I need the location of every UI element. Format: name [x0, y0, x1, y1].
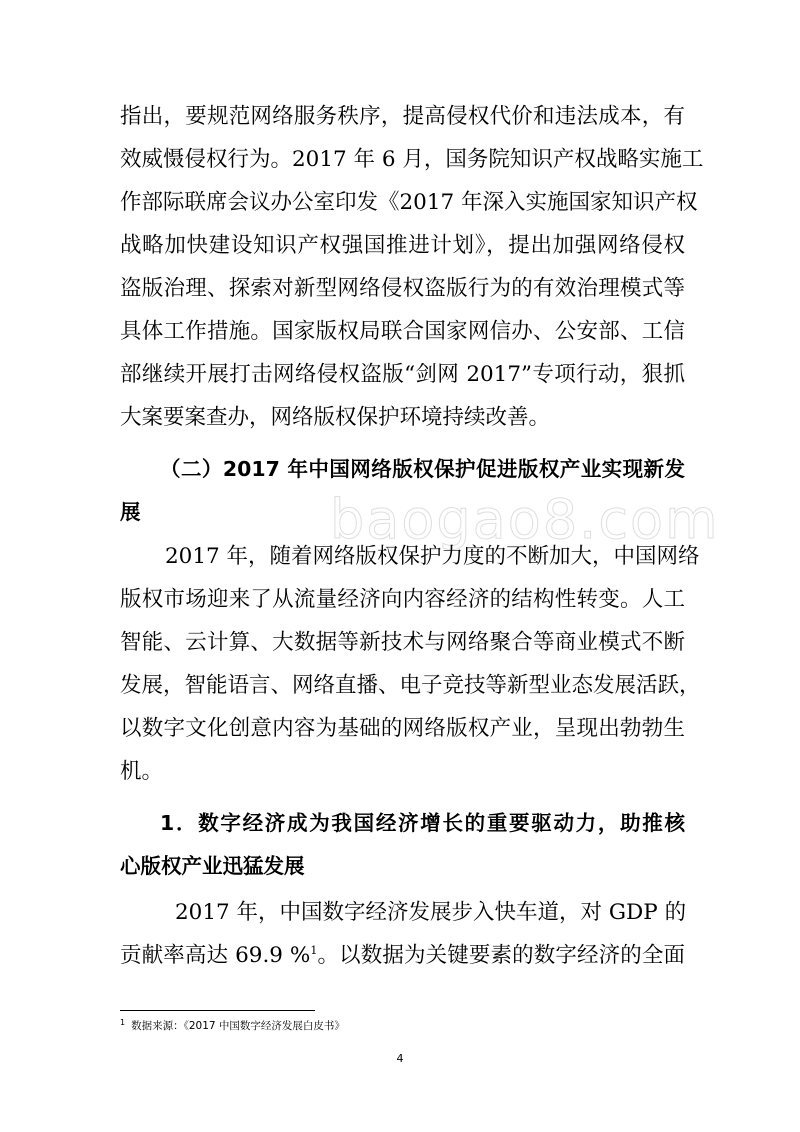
paragraph-line: 2017 年，随着网络版权保护力度的不断加大，中国网络: [165, 544, 700, 569]
page-number: 4: [396, 1052, 404, 1065]
subsection-heading: 心版权产业迅猛发展: [120, 854, 305, 878]
paragraph-line: 发展，智能语言、网络直播、电子竞技等新型业态发展活跃，: [120, 673, 701, 698]
paragraph-line: 机。: [120, 759, 164, 784]
footnote-marker: 1: [120, 1017, 126, 1027]
section-heading: （二）2017 年中国网络版权保护促进版权产业实现新发: [160, 457, 685, 481]
paragraph-text: 。以数据为关键要素的数字经济的全面: [317, 943, 685, 968]
paragraph-text: 贡献率高达 69.9 %: [120, 943, 311, 968]
paragraph-line: 大案要案查办，网络版权保护环境持续改善。: [120, 405, 551, 430]
paragraph-line: 智能、云计算、大数据等新技术与网络聚合等商业模式不断: [120, 630, 685, 655]
paragraph-line: 2017 年，中国数字经济发展步入快车道，对 GDP 的: [175, 900, 687, 925]
section-heading: 展: [120, 500, 141, 524]
paragraph-line: 指出，要规范网络服务秩序，提高侵权代价和违法成本，有: [120, 104, 685, 129]
paragraph-line: 作部际联席会议办公室印发《2017 年深入实施国家知识产权: [120, 190, 698, 215]
paragraph-line: 版权市场迎来了从流量经济向内容经济的结构性转变。人工: [120, 587, 685, 612]
paragraph-line: 以数字文化创意内容为基础的网络版权产业，呈现出勃勃生: [120, 716, 685, 741]
footnote-text: 数据来源：《2017 中国数字经济发展白皮书》: [131, 1020, 345, 1032]
footnote-separator: [120, 1010, 315, 1011]
paragraph-line: 战略加快建设知识产权强国推进计划》，提出加强网络侵权: [120, 233, 685, 258]
paragraph-line: [120, 936, 685, 976]
paragraph-line: 部继续开展打击网络侵权盗版“剑网 2017”专项行动，狠抓: [120, 362, 685, 387]
subsection-heading: 1．数字经济成为我国经济增长的重要驱动力，助推核: [160, 811, 685, 835]
footnote-reference[interactable]: 1: [310, 943, 318, 957]
watermark: baogao8.com: [330, 488, 720, 551]
paragraph-line: 具体工作措施。国家版权局联合国家网信办、公安部、工信: [120, 319, 685, 344]
paragraph-line: 盗版治理、探索对新型网络侵权盗版行为的有效治理模式等: [120, 276, 685, 301]
paragraph-line: 效威慑侵权行为。2017 年 6 月，国务院知识产权战略实施工: [120, 147, 704, 172]
footnote: [120, 1018, 345, 1034]
